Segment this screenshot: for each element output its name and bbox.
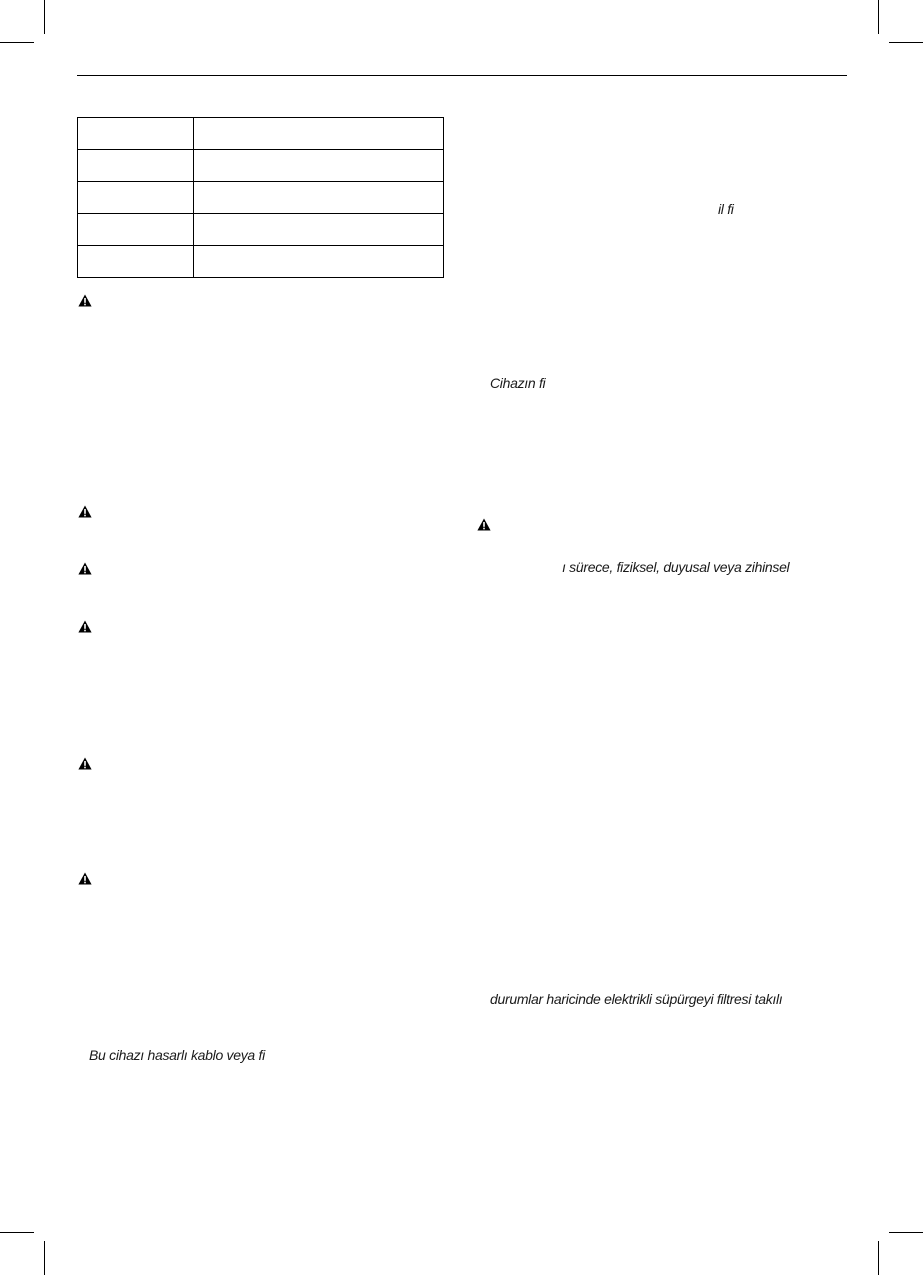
crop-mark (44, 0, 45, 34)
header-rule (77, 75, 847, 76)
warning-icon (78, 294, 92, 307)
crop-mark (889, 1232, 923, 1233)
table-cell (194, 246, 444, 278)
spec-table (77, 117, 444, 278)
crop-mark (0, 42, 34, 43)
warning-icon (78, 562, 92, 575)
table-cell (78, 118, 194, 150)
warning-icon (78, 620, 92, 633)
crop-mark (878, 1241, 879, 1275)
table-row (78, 150, 444, 182)
warning-icon (477, 518, 491, 531)
table-cell (78, 150, 194, 182)
crop-mark (0, 1232, 34, 1233)
table-row (78, 214, 444, 246)
text-fragment-filter-line: durumlar haricinde elektrikli süpürgeyi filtresi takılı (490, 991, 783, 1007)
crop-mark (878, 0, 879, 34)
text-fragment-damaged-cable: Bu cihazı hasarlı kablo veya fi (89, 1047, 265, 1063)
table-row (78, 118, 444, 150)
table-row (78, 246, 444, 278)
table-cell (194, 182, 444, 214)
table-cell (78, 246, 194, 278)
table-cell (78, 182, 194, 214)
table-cell (194, 150, 444, 182)
table-cell (78, 214, 194, 246)
table-row (78, 182, 444, 214)
table-cell (194, 214, 444, 246)
text-fragment-device-plug: Cihazın fi (490, 375, 546, 391)
crop-mark (44, 1241, 45, 1275)
text-fragment-plug-line: il fi (718, 201, 734, 217)
crop-mark (889, 42, 923, 43)
warning-icon (78, 757, 92, 770)
table-cell (194, 118, 444, 150)
text-fragment-abilities: ı sürece, fiziksel, duyusal veya zihinsel (562, 559, 790, 575)
warning-icon (78, 872, 92, 885)
warning-icon (78, 505, 92, 518)
